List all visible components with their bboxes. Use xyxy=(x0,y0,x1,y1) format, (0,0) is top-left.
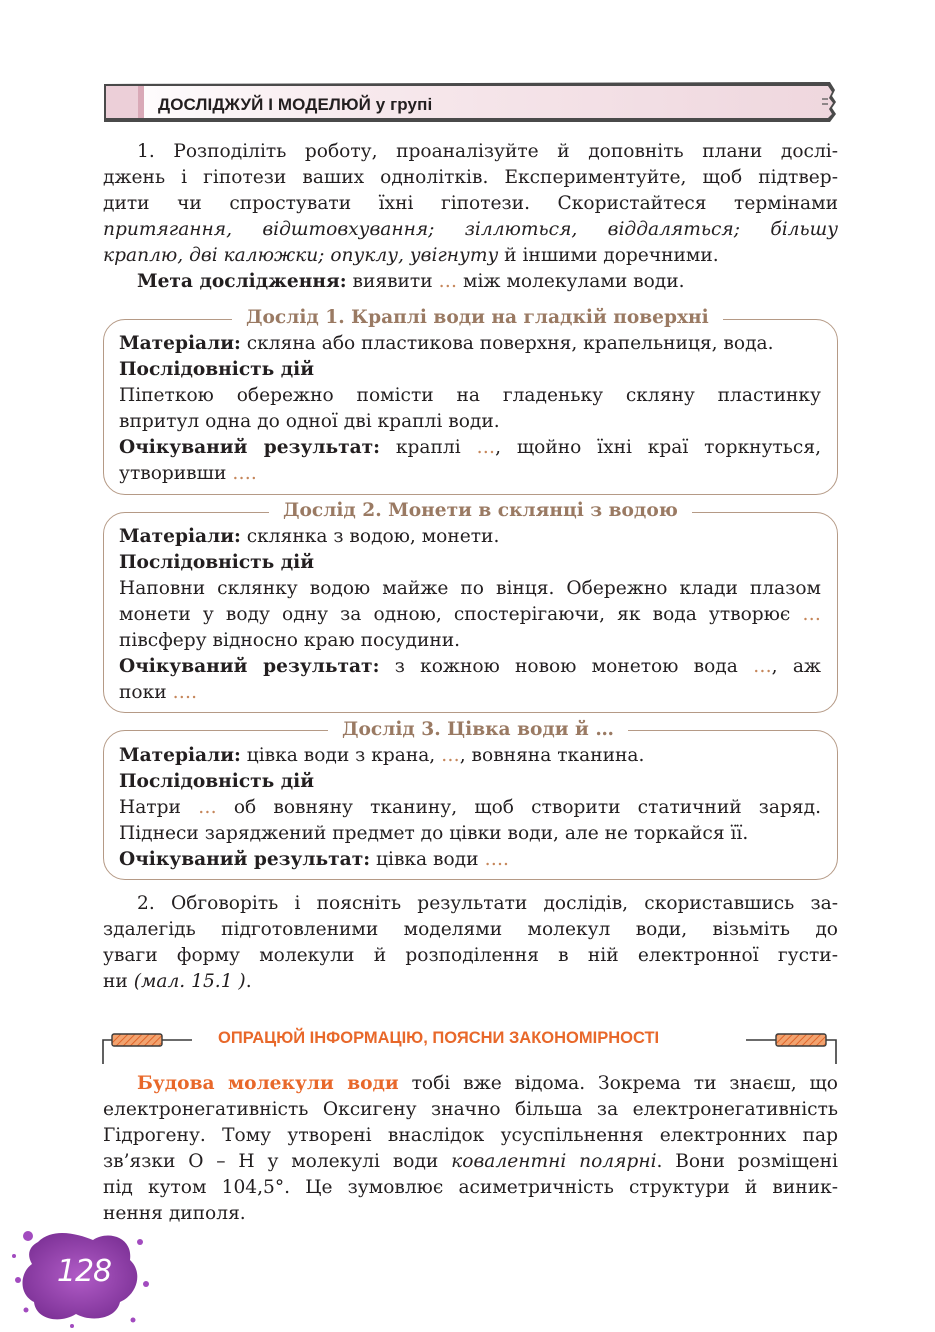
materials-text: цівка води з крана, xyxy=(240,745,442,766)
task2-text: . xyxy=(245,971,252,992)
info-line xyxy=(103,1071,838,1097)
highlighted-term: Будова молекули води xyxy=(137,1073,399,1094)
blank-dots: …. xyxy=(172,682,198,703)
result-text: , аж xyxy=(771,656,822,677)
result-text: утворивши xyxy=(119,463,233,484)
figure-reference: (мал. 15.1 ) xyxy=(133,971,246,992)
result-line xyxy=(119,461,821,487)
sequence-label-text: Послідовність дій xyxy=(119,771,315,792)
result-line xyxy=(119,654,821,680)
result-text: цівка води xyxy=(370,849,485,870)
materials-text: скляна або пластикова поверхня, крапельниця, вода. xyxy=(240,333,774,354)
task2-line xyxy=(103,969,838,995)
materials-line xyxy=(119,743,821,769)
experiment-1-content xyxy=(119,331,821,487)
task1-line: 1. Розподіліть роботу, проаналізуйте й доповніть плани дослі- xyxy=(137,141,838,162)
result-line xyxy=(119,435,821,461)
result-text: , щойно їхні краї торкнуться, xyxy=(495,437,821,458)
materials-line xyxy=(119,524,821,550)
blank-dots: … xyxy=(476,437,496,458)
sequence-line: Піпеткою обережно помісти на гладеньку скляну пластинку xyxy=(119,385,821,406)
sequence-line xyxy=(119,795,821,821)
materials-label: Матеріали: xyxy=(119,526,241,547)
sequence-label-text: Послідовність дій xyxy=(119,359,315,380)
sequence-line: Наповни склянку водою майже по вінця. Обережно клади плазом xyxy=(119,578,821,599)
goal-label: Мета дослідження: xyxy=(137,271,347,292)
info-line: нення диполя. xyxy=(103,1203,246,1224)
blank-dots: … xyxy=(753,656,772,677)
info-text: тобі вже відома. Зокрема ти знаєш, що xyxy=(398,1073,838,1094)
task2-line: здалегідь підготовленими моделями молекул води, візьміть до xyxy=(103,919,838,940)
sequence-text: монети у воду одну за одною, спостерігаючи, як вода утворює xyxy=(119,604,803,625)
experiment-2-title: Дослід 2. Монети в склянці з водою xyxy=(269,498,692,524)
info-text: . Вони розміщені xyxy=(656,1151,838,1172)
result-line xyxy=(119,847,821,873)
sequence-label xyxy=(119,550,821,576)
result-label: Очікуваний результат: xyxy=(119,437,381,458)
blank-dots: … xyxy=(802,604,821,625)
sequence-line: впритул одна до одної дві краплі води. xyxy=(119,411,500,432)
goal-text: виявити xyxy=(346,271,439,292)
blank-dots: … xyxy=(198,797,217,818)
result-label: Очікуваний результат: xyxy=(119,656,380,677)
sequence-text: об вовняну тканину, щоб створити статичний заряд. xyxy=(216,797,821,818)
battery-icon-left xyxy=(112,1034,162,1046)
info-line: електронегативність Оксигену значно більша за електронегативність xyxy=(103,1099,838,1120)
materials-label: Матеріали: xyxy=(119,745,241,766)
info-line xyxy=(103,1149,838,1175)
terms-italic: притягання, відштовхування; зіллються, віддаляться; більшу xyxy=(103,219,838,240)
result-text: краплі xyxy=(380,437,477,458)
task2-text: ни xyxy=(103,971,134,992)
blank-dots: …. xyxy=(484,849,509,870)
info-line: Гідрогену. Тому утворені внаслідок усуспільнення електронних пар xyxy=(103,1125,838,1146)
sequence-text: Натри xyxy=(119,797,199,818)
italic-term: ковалентні полярні xyxy=(451,1151,657,1172)
sequence-label xyxy=(119,357,821,383)
page-number: 128 xyxy=(56,1254,112,1289)
task1-line xyxy=(103,217,838,243)
info-paragraph xyxy=(103,1071,838,1227)
battery-icon-right xyxy=(776,1034,826,1046)
section-title: ДОСЛІДЖУЙ І МОДЕЛЮЙ у групі xyxy=(158,95,433,114)
sequence-label xyxy=(119,769,821,795)
sequence-line: півсферу відносно краю посудини. xyxy=(119,630,461,651)
info-line: під кутом 104,5°. Це зумовлює асиметричність структури й виник- xyxy=(103,1177,838,1198)
materials-label: Матеріали: xyxy=(119,333,241,354)
goal-text: між молекулами води. xyxy=(457,271,685,292)
task2-line: уваги форму молекули й розподілення в ній електронної густи- xyxy=(103,945,838,966)
task1-line xyxy=(103,243,838,269)
blank-dots: …. xyxy=(232,463,257,484)
task1-text: й іншими доречними. xyxy=(498,245,719,266)
research-goal xyxy=(103,269,838,295)
materials-line xyxy=(119,331,821,357)
materials-text: склянка з водою, монети. xyxy=(240,526,500,547)
result-line xyxy=(119,680,821,706)
task1-paragraph xyxy=(103,139,838,295)
task1-line: дити чи спростувати їхні гіпотези. Скористайтеся термінами xyxy=(103,193,838,214)
result-text: з кожною новою монетою вода xyxy=(379,656,754,677)
result-text: поки xyxy=(119,682,173,703)
experiment-2-content xyxy=(119,524,821,706)
blank-dots: … xyxy=(438,271,458,292)
task2-line: 2. Обговоріть і поясніть результати дослідів, скориставшись за- xyxy=(137,893,838,914)
experiment-1-title: Дослід 1. Краплі води на гладкій поверхні xyxy=(232,305,723,331)
task2-paragraph xyxy=(103,891,838,995)
materials-text: , вовняна тканина. xyxy=(459,745,645,766)
task1-line: джень і гіпотези ваших однолітків. Експериментуйте, щоб підтвер- xyxy=(103,167,838,188)
experiment-3-title: Дослід 3. Цівка води й … xyxy=(328,717,628,743)
sequence-line: Піднеси заряджений предмет до цівки води, але не торкайся її. xyxy=(119,823,749,844)
sequence-line xyxy=(119,602,821,628)
terms-italic: краплю, дві калюжки; опуклу, увігнуту xyxy=(103,245,499,266)
sequence-label-text: Послідовність дій xyxy=(119,552,315,573)
info-text: зв’язки О – Н у молекулі води xyxy=(103,1151,452,1172)
experiment-3-content xyxy=(119,743,821,873)
blank-dots: … xyxy=(441,745,460,766)
result-label: Очікуваний результат: xyxy=(119,849,371,870)
section-2-title: ОПРАЦЮЙ ІНФОРМАЦІЮ, ПОЯСНИ ЗАКОНОМІРНОСТІ xyxy=(218,1029,660,1047)
